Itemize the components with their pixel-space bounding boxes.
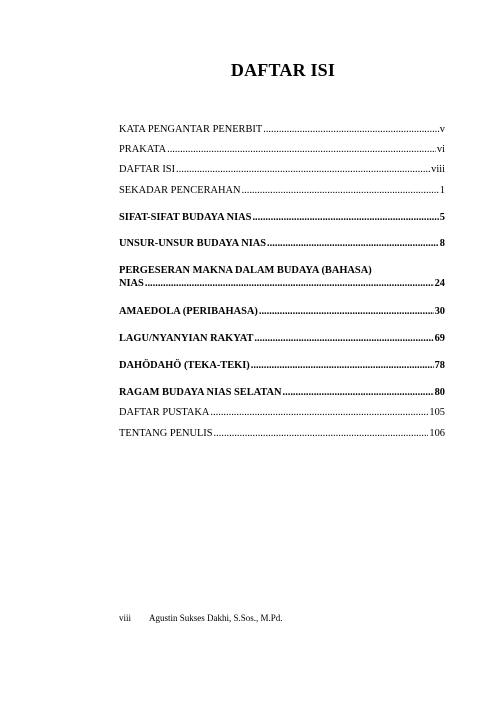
toc-entry-page: v	[439, 124, 445, 135]
toc-entry-title: KATA PENGANTAR PENERBIT	[119, 124, 263, 135]
toc-entry[interactable]	[119, 406, 445, 419]
toc-entry-title-continued: NIAS	[119, 278, 144, 289]
toc-entry-page: viii	[431, 164, 445, 175]
toc-entry-page: 24	[434, 278, 445, 289]
toc-entry-title: LAGU/NYANYIAN RAKYAT	[119, 333, 254, 344]
toc-leader-dots	[214, 427, 429, 440]
toc-leader-dots	[176, 163, 430, 176]
toc-entry-title: DAHÖDAHÖ (TEKA-TEKI)	[119, 360, 250, 371]
toc-entry[interactable]	[119, 184, 445, 197]
toc-entry-page: 8	[439, 238, 445, 249]
footer-page-number: viii	[119, 613, 132, 623]
toc-leader-dots	[283, 386, 434, 399]
toc-entry[interactable]	[119, 163, 445, 176]
toc-entry-page: 80	[434, 387, 445, 398]
toc-leader-dots	[252, 211, 438, 224]
toc-entry-title: DAFTAR ISI	[119, 164, 176, 175]
toc-entry-page: 106	[429, 428, 445, 439]
toc-entry-title: DAFTAR PUSTAKA	[119, 407, 210, 418]
toc-entry-title: PRAKATA	[119, 144, 167, 155]
toc-entry[interactable]	[119, 143, 445, 156]
toc-entry[interactable]	[119, 332, 445, 345]
toc-leader-dots	[145, 277, 434, 290]
toc-entry-title: TENTANG PENULIS	[119, 428, 213, 439]
toc-entry-page: 78	[434, 360, 445, 371]
footer-author: Agustin Sukses Dakhi, S.Sos., M.Pd.	[149, 613, 283, 623]
toc-entry-title: PERGESERAN MAKNA DALAM BUDAYA (BAHASA)	[119, 265, 372, 276]
toc-leader-dots	[259, 305, 434, 318]
toc-entry-page: 5	[439, 212, 445, 223]
toc-entry-title: SEKADAR PENCERAHAN	[119, 185, 241, 196]
toc-entry[interactable]	[119, 237, 445, 250]
toc-entry-page: 1	[439, 185, 445, 196]
toc-entry[interactable]	[119, 305, 445, 318]
toc-entry[interactable]	[119, 211, 445, 224]
toc-entry[interactable]	[119, 123, 445, 136]
toc-leader-dots	[254, 332, 433, 345]
toc-leader-dots	[251, 359, 434, 372]
toc-entry-page: 30	[434, 306, 445, 317]
toc-entry-page: vi	[436, 144, 445, 155]
toc-leader-dots	[167, 143, 436, 156]
toc-entry[interactable]	[119, 386, 445, 399]
toc-entry-page: 69	[434, 333, 445, 344]
page-footer	[119, 613, 283, 623]
toc-entry-title: RAGAM BUDAYA NIAS SELATAN	[119, 387, 282, 398]
toc-leader-dots	[263, 123, 439, 136]
toc-entry[interactable]	[119, 427, 445, 440]
page-title: DAFTAR ISI	[230, 60, 336, 80]
toc-entry[interactable]	[119, 264, 445, 290]
toc-leader-dots	[267, 237, 439, 250]
toc-leader-dots	[242, 184, 439, 197]
toc-entry[interactable]	[119, 359, 445, 372]
toc-entry-title: UNSUR-UNSUR BUDAYA NIAS	[119, 238, 267, 249]
toc-entry-page: 105	[429, 407, 445, 418]
toc-entry-title: SIFAT-SIFAT BUDAYA NIAS	[119, 212, 252, 223]
toc-leader-dots	[210, 406, 428, 419]
toc-entry-title: AMAEDOLA (PERIBAHASA)	[119, 306, 258, 317]
